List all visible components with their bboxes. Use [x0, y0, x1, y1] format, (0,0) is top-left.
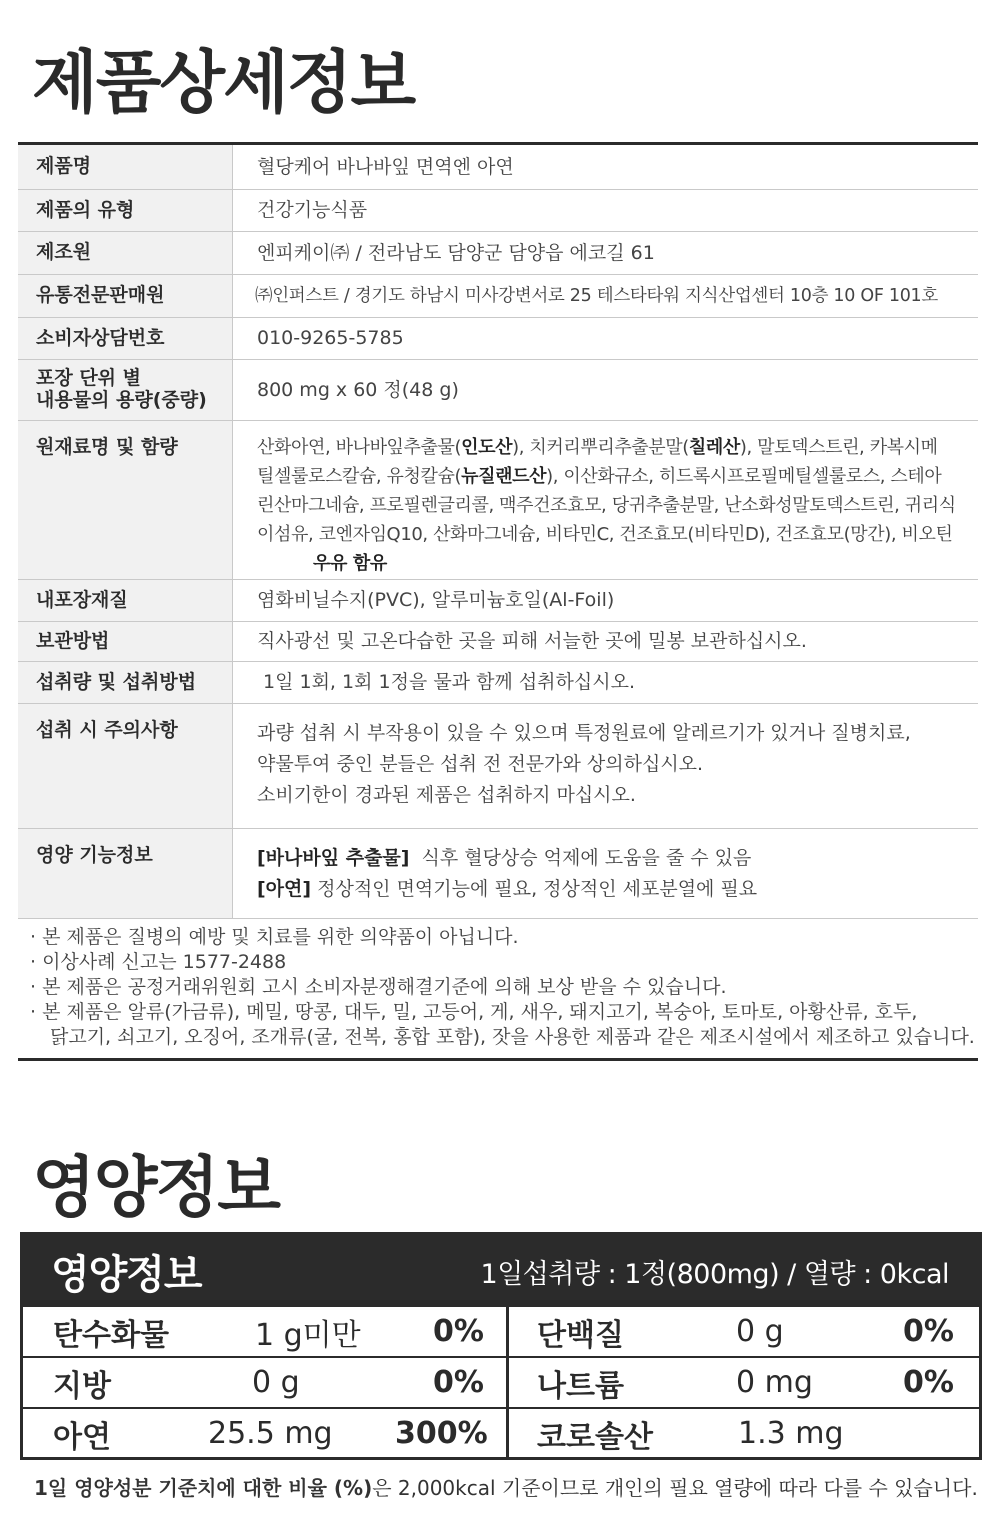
table-row [18, 360, 978, 421]
function-text: 식후 혈당상승 억제에 도움을 줄 수 있음 [421, 847, 752, 869]
notice-list [30, 925, 975, 1050]
function-line [257, 843, 978, 874]
table-row [18, 829, 978, 919]
caution-line: 소비기한이 경과된 제품은 섭취하지 마십시오. [257, 784, 636, 806]
table-row [18, 318, 978, 360]
table-row [18, 622, 978, 662]
divider [18, 1058, 978, 1061]
notice-item: · 본 제품은 알류(가금류), 메밀, 땅콩, 대두, 밀, 고등어, 게, 새우, 돼지고기, 복숭아, 토마토, 아황산류, 호두, [30, 1001, 918, 1023]
nutrition-header [23, 1235, 979, 1307]
product-info-table [18, 145, 978, 919]
nutrition-row [23, 1307, 979, 1358]
row-label: 유통전문판매원 [18, 275, 233, 317]
notice-item: 닭고기, 쇠고기, 오징어, 조개류(굴, 전복, 홍합 포함), 잣을 사용한 제품과 같은 제조시설에서 제조하고 있습니다. [50, 1026, 975, 1048]
notice-item: · 본 제품은 질병의 예방 및 치료를 위한 의약품이 아닙니다. [30, 926, 519, 948]
nutrient-name: 탄수화물 [53, 1317, 169, 1353]
nutrient-amount: 0 g [736, 1314, 784, 1349]
origin-country: 인도산 [461, 437, 513, 458]
nutrient-amount: 0 g [252, 1365, 300, 1400]
row-label [18, 360, 233, 420]
nutrient-name: 코로솔산 [537, 1419, 653, 1455]
row-label: 섭취 시 주의사항 [18, 704, 233, 828]
row-label: 소비자상담번호 [18, 318, 233, 359]
page-title: 제품상세정보 [32, 44, 415, 123]
divider [506, 1307, 509, 1460]
row-label: 보관방법 [18, 622, 233, 661]
nutrient-name: 단백질 [537, 1317, 624, 1353]
table-row [18, 662, 978, 704]
nutrition-footnote [34, 1472, 978, 1501]
origin-country: 칠레산 [688, 437, 740, 458]
nutrient-amount: 25.5 mg [208, 1416, 333, 1451]
row-value: 직사광선 및 고온다습한 곳을 피해 서늘한 곳에 밀봉 보관하십시오. [257, 630, 807, 653]
ingredient-text: ), 이산화규소, 히드록시프로필메틸셀룰로스, 스테아 [546, 466, 942, 487]
ingredient-line [257, 462, 978, 491]
footnote-text: 은 2,000kcal 기준이므로 개인의 필요 열량에 따라 다를 수 있습니다. [372, 1476, 978, 1500]
ingredients-value [233, 421, 978, 579]
ingredient-line [257, 433, 978, 462]
table-row [18, 580, 978, 622]
nutrition-row [23, 1409, 979, 1460]
caution-line: 약물투여 중인 분들은 섭취 전 전문가와 상의하십시오. [257, 753, 704, 775]
nutrient-name: 아연 [53, 1419, 111, 1455]
row-label-line: 포장 단위 별 [36, 367, 141, 390]
nutrient-percent: 0% [433, 1314, 484, 1349]
row-value: 염화비닐수지(PVC), 알루미늄호일(Al-Foil) [257, 589, 615, 612]
row-value: 1일 1회, 1회 1정을 물과 함께 섭취하십시오. [263, 671, 635, 694]
allergy-info: 우유 함유 [313, 553, 387, 574]
footnote-bold: 1일 영양성분 기준치에 대한 비율 (%) [34, 1476, 373, 1500]
nutrient-amount: 1 g미만 [255, 1317, 361, 1353]
row-label: 제품의 유형 [18, 190, 233, 231]
table-row [18, 190, 978, 232]
nutrient-amount: 1.3 mg [738, 1416, 844, 1451]
ingredient-text: 틸셀룰로스칼슘, 유청칼슘( [257, 466, 462, 487]
ingredient-line [257, 520, 978, 549]
ingredient-line [257, 491, 978, 520]
nutrition-row [23, 1358, 979, 1409]
nutrient-name: 지방 [53, 1368, 111, 1404]
function-tag: [아연] [257, 878, 312, 900]
nutrient-amount: 0 mg [736, 1365, 813, 1400]
ingredient-text: 이섬유, 코엔자임Q10, 산화마그네슘, 비타민C, 건조효모(비타민D), 건조효모(망간), 비오틴 [257, 524, 953, 545]
ingredient-text: 린산마그네슘, 프로필렌글리콜, 맥주건조효모, 당귀추출분말, 난소화성말토덱스트린, 귀리식 [257, 495, 956, 516]
row-label: 제품명 [18, 145, 233, 189]
table-row [18, 275, 978, 318]
function-text: 정상적인 면역기능에 필요, 정상적인 세포분열에 필요 [317, 878, 758, 900]
row-label: 제조원 [18, 232, 233, 274]
nutrient-percent: 0% [433, 1365, 484, 1400]
ingredient-text: 산화아연, 바나바잎추출물( [257, 437, 462, 458]
ingredient-text: ), 치커리뿌리추출분말( [512, 437, 689, 458]
notice-item: · 본 제품은 공정거래위원회 고시 소비자분쟁해결기준에 의해 보상 받을 수 있습니다. [30, 976, 727, 998]
nutrition-box-title: 영양정보 [51, 1251, 202, 1298]
table-row [18, 232, 978, 275]
row-value: 800 mg x 60 정(48 g) [257, 378, 459, 401]
function-value [233, 829, 978, 918]
nutrient-percent: 0% [903, 1365, 954, 1400]
row-value: 010-9265-5785 [257, 327, 404, 350]
row-label: 원재료명 및 함량 [18, 421, 233, 579]
function-tag: [바나바잎 추출물] [257, 847, 410, 869]
row-value: 혈당케어 바나바잎 면역엔 아연 [257, 155, 514, 178]
table-row [18, 704, 978, 829]
row-label: 내포장재질 [18, 580, 233, 621]
nutrition-facts-box [20, 1232, 982, 1460]
ingredient-lines [257, 433, 978, 549]
nutrient-name: 나트륨 [537, 1368, 624, 1404]
table-row [18, 421, 978, 580]
serving-info: 1일섭취량 : 1정(800mg) / 열량 : 0kcal [480, 1258, 949, 1290]
row-value: ㈜인퍼스트 / 경기도 하남시 미사강변서로 25 테스타타워 지식산업센터 10층 10 OF 101호 [255, 285, 938, 306]
caution-line: 과량 섭취 시 부작용이 있을 수 있으며 특정원료에 알레르기가 있거나 질병치료, [257, 722, 911, 744]
nutrition-grid [23, 1307, 979, 1460]
nutrient-percent: 0% [903, 1314, 954, 1349]
nutrition-title: 영양정보 [32, 1149, 280, 1226]
table-row [18, 145, 978, 190]
row-label: 영양 기능정보 [18, 829, 233, 918]
ingredient-text: ), 말토덱스트린, 카복시메 [739, 437, 938, 458]
function-line [257, 874, 978, 905]
caution-value [233, 704, 978, 828]
origin-country: 뉴질랜드산 [461, 466, 547, 487]
row-label-line: 내용물의 용량(중량) [36, 389, 207, 411]
row-value: 엔피케이㈜ / 전라남도 담양군 담양읍 에코길 61 [257, 241, 655, 264]
nutrient-percent: 300% [395, 1416, 488, 1451]
notice-item: · 이상사례 신고는 1577-2488 [30, 951, 287, 973]
row-value: 건강기능식품 [257, 199, 368, 222]
row-label: 섭취량 및 섭취방법 [18, 662, 233, 703]
